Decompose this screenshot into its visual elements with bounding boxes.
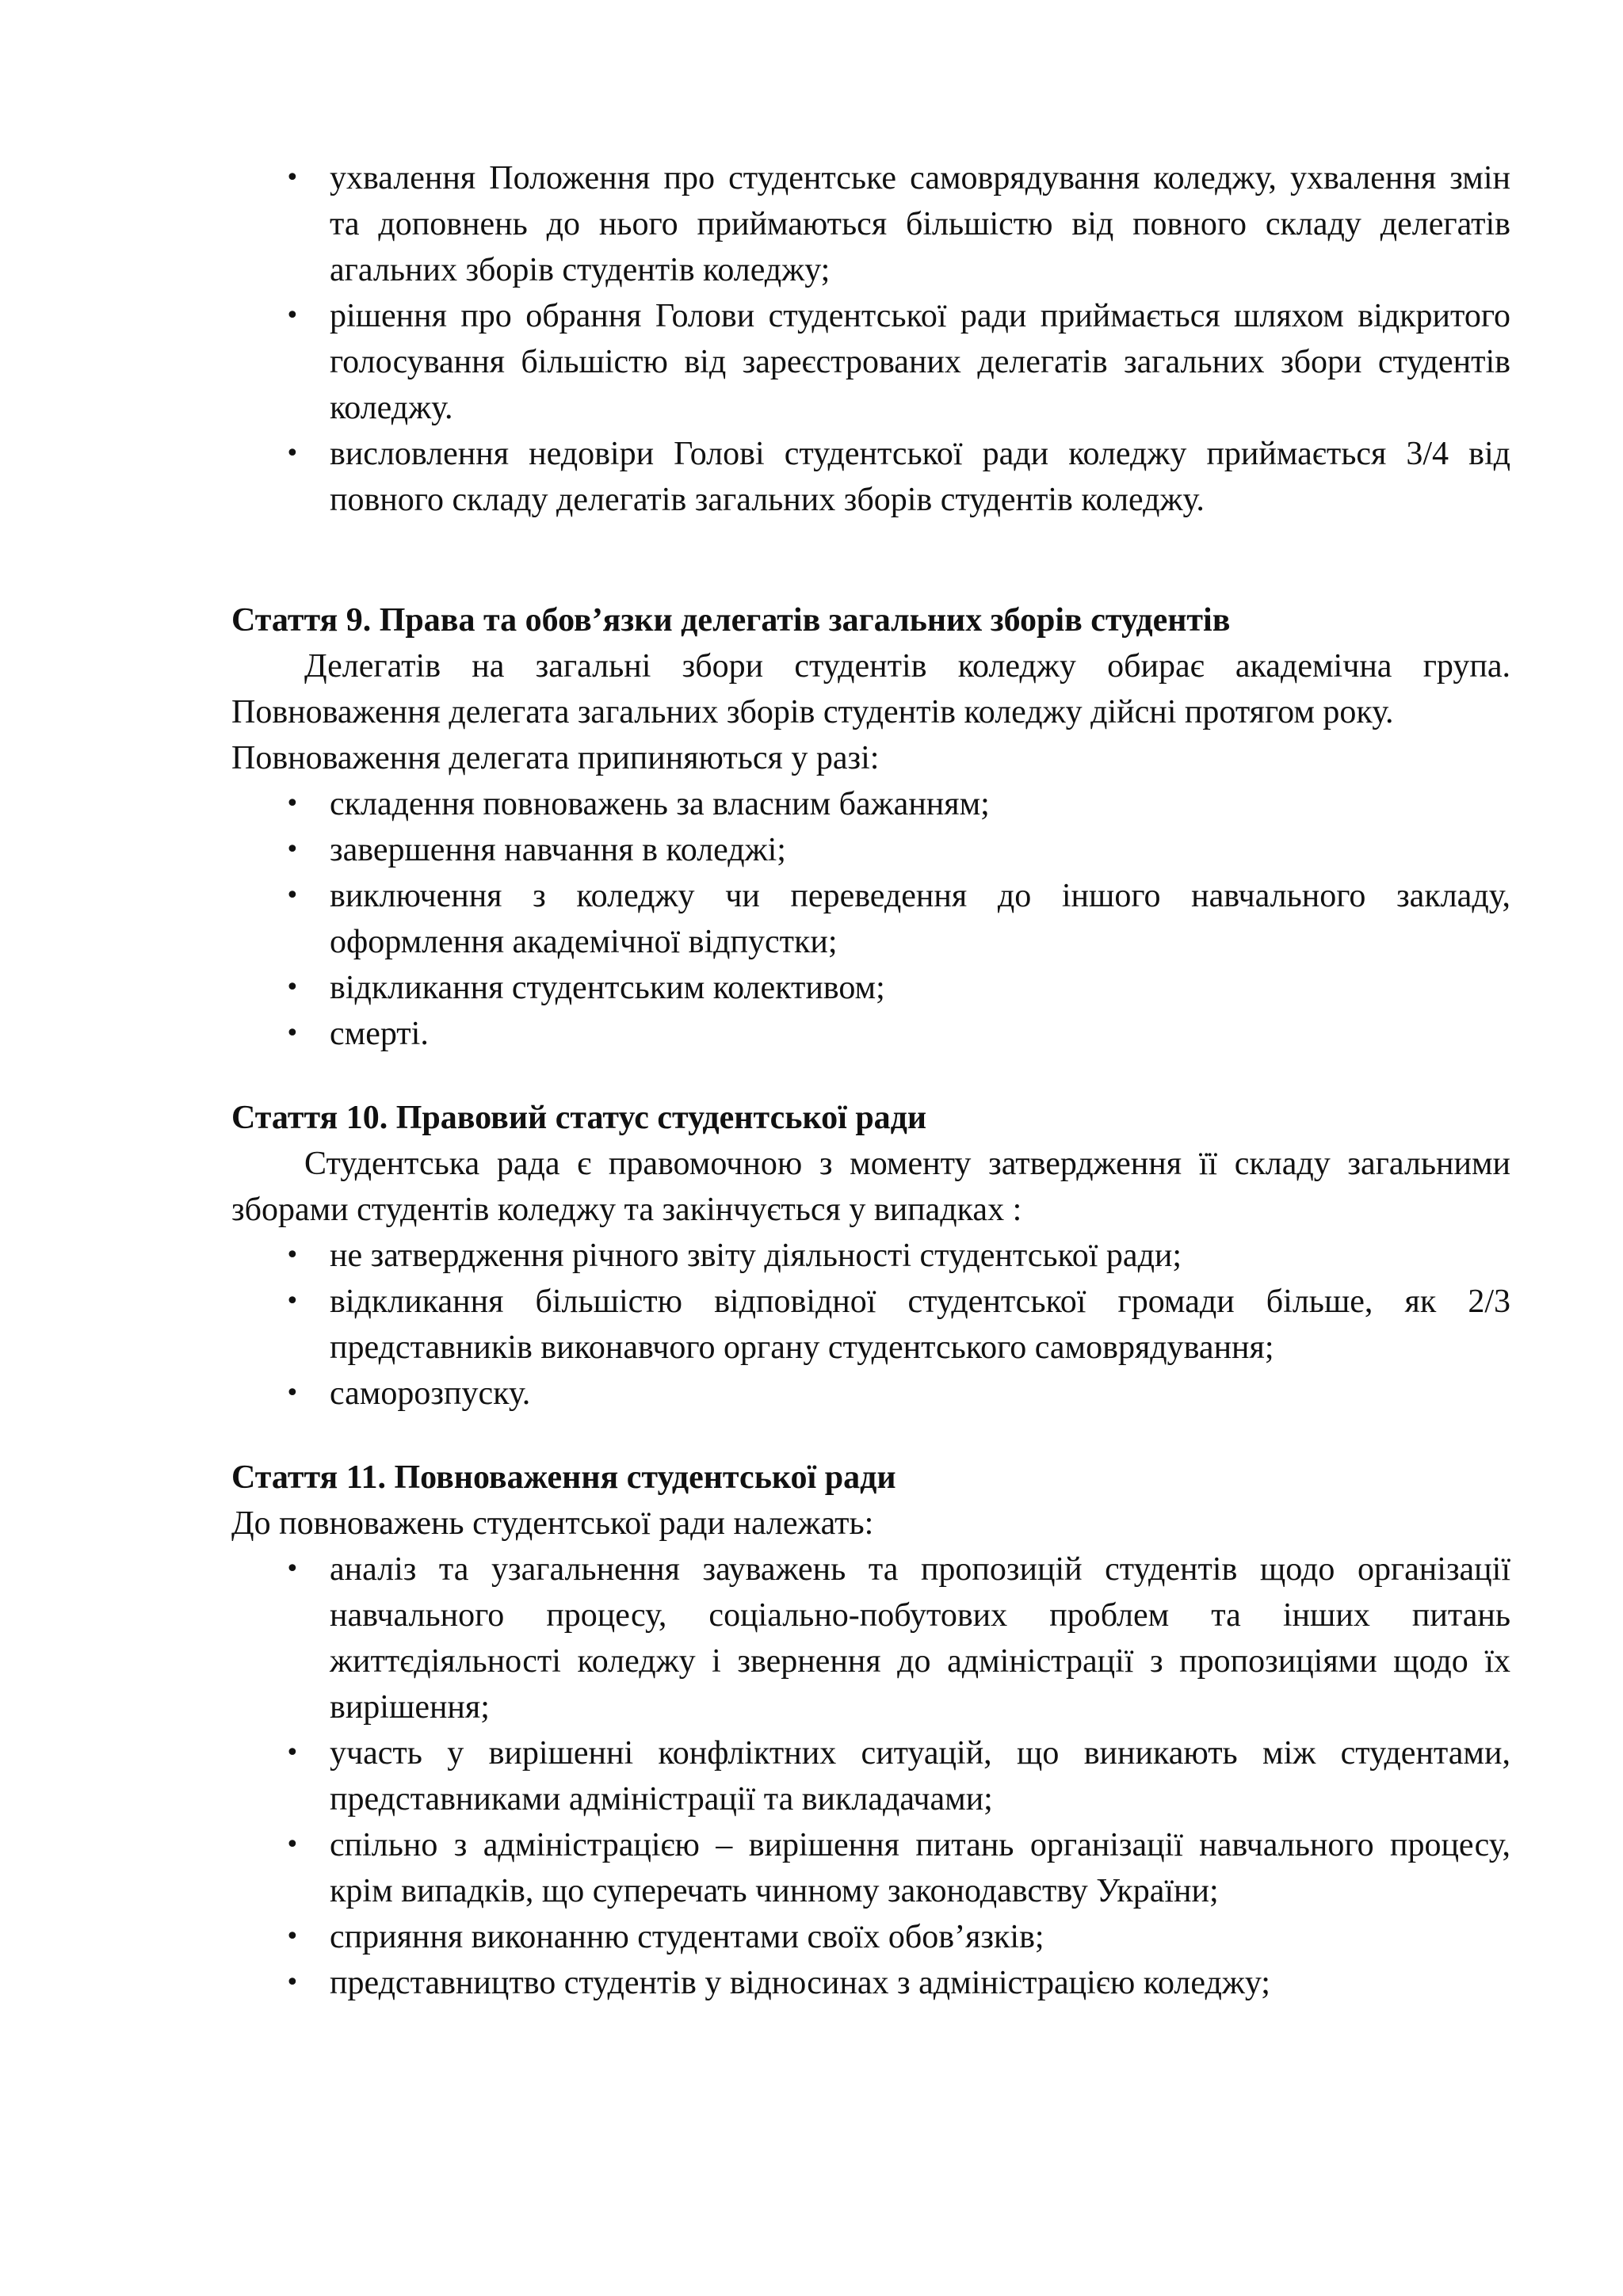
document-page [231,155,1510,2006]
list-item-text: саморозпуску. [330,1375,531,1412]
list-item-text: ухвалення Положення про студентське самоврядування коледжу, ухвалення змін та доповнень до нього приймаються більшістю від повного складу делегатів агальних зборів студентів коледжу; [330,160,1510,288]
list-item [231,781,1510,827]
bullet-icon: • [285,302,300,330]
article-9-heading: Стаття 9. Права та обов’язки делегатів загальних зборів студентів [231,602,1231,639]
list-item [231,293,1510,431]
bullet-icon: • [285,164,300,192]
article-11-bullet-list [231,1547,1510,2006]
article-9-bullet-list [231,781,1510,1057]
article-9-lead: Повноваження делегата припиняються у разі: [231,740,880,776]
bullet-icon: • [285,1020,300,1047]
bullet-icon: • [285,836,300,864]
article-10-bullet-list [231,1233,1510,1417]
list-item [231,873,1510,965]
list-item-text: завершення навчання в коледжі; [330,832,786,868]
article-10-section [231,1095,1510,1417]
list-item [231,1730,1510,1822]
article-10-paragraph: Студентська рада є правомочною з моменту затвердження її складу загальними зборами студентів коледжу та закінчується у випадках : [231,1146,1510,1228]
list-item-text: спільно з адміністрацією – вирішення питань організації навчального процесу, крім випадків, що суперечать чинному законодавству України; [330,1827,1510,1909]
bullet-icon: • [285,1923,300,1951]
bullet-icon: • [285,1739,300,1767]
list-item [231,431,1510,523]
list-item [231,1960,1510,2006]
bullet-icon: • [285,1555,300,1583]
list-item-text: виключення з коледжу чи переведення до іншого навчального закладу, оформлення академічної відпустки; [330,878,1510,960]
list-item-text: відкликання більшістю відповідної студентської громади більше, як 2/3 представників виконавчого органу студентського самоврядування; [330,1283,1510,1366]
article-10-heading: Стаття 10. Правовий статус студентської ради [231,1100,927,1136]
list-item-text: складення повноважень за власним бажанням; [330,786,990,822]
list-item-text: участь у вирішенні конфліктних ситуацій, що виникають між студентами, представниками адміністрації та викладачами; [330,1735,1510,1817]
bullet-icon: • [285,1241,300,1269]
article-9-section [231,597,1510,1057]
bullet-icon: • [285,1969,300,1997]
list-item [231,1822,1510,1914]
article-11-lead: До повноважень студентської ради належать: [231,1505,874,1542]
intro-bullet-list [231,155,1510,523]
list-item [231,827,1510,873]
bullet-icon: • [285,1379,300,1407]
article-11-heading: Стаття 11. Повноваження студентської ради [231,1459,896,1496]
bullet-icon: • [285,1831,300,1859]
list-item [231,965,1510,1011]
bullet-icon: • [285,1287,300,1315]
list-item-text: смерті. [330,1016,429,1052]
list-item-text: висловлення недовіри Голові студентської ради коледжу приймається 3/4 від повного складу делегатів загальних зборів студентів коледжу. [330,436,1510,518]
list-item [231,1547,1510,1730]
list-item-text: рішення про обрання Голови студентської ради приймається шляхом відкритого голосування більшістю від зареєстрованих делегатів загальних збори студентів коледжу. [330,298,1510,426]
list-item-text: відкликання студентським колективом; [330,970,885,1006]
bullet-icon: • [285,974,300,1001]
list-item-text: представництво студентів у відносинах з адміністрацією коледжу; [330,1965,1270,2001]
list-item-text: сприяння виконанню студентами своїх обов’язків; [330,1919,1044,1955]
list-item [231,1279,1510,1371]
article-9-paragraph: Делегатів на загальні збори студентів коледжу обирає академічна група. Повноваження делегата загальних зборів студентів коледжу дійсні протягом року. [231,648,1510,730]
bullet-icon: • [285,440,300,467]
list-item-text: не затвердження річного звіту діяльності студентської ради; [330,1238,1182,1274]
list-item [231,1011,1510,1057]
list-item [231,1233,1510,1279]
bullet-icon: • [285,882,300,910]
list-item [231,1371,1510,1417]
list-item [231,155,1510,293]
article-11-section [231,1455,1510,2006]
bullet-icon: • [285,790,300,818]
list-item [231,1914,1510,1960]
list-item-text: аналіз та узагальнення зауважень та пропозицій студентів щодо організації навчального процесу, соціально-побутових проблем та інших питань життєдіяльності коледжу і звернення до адміністрації з пропозиціями щодо їх вирішення; [330,1551,1510,1726]
